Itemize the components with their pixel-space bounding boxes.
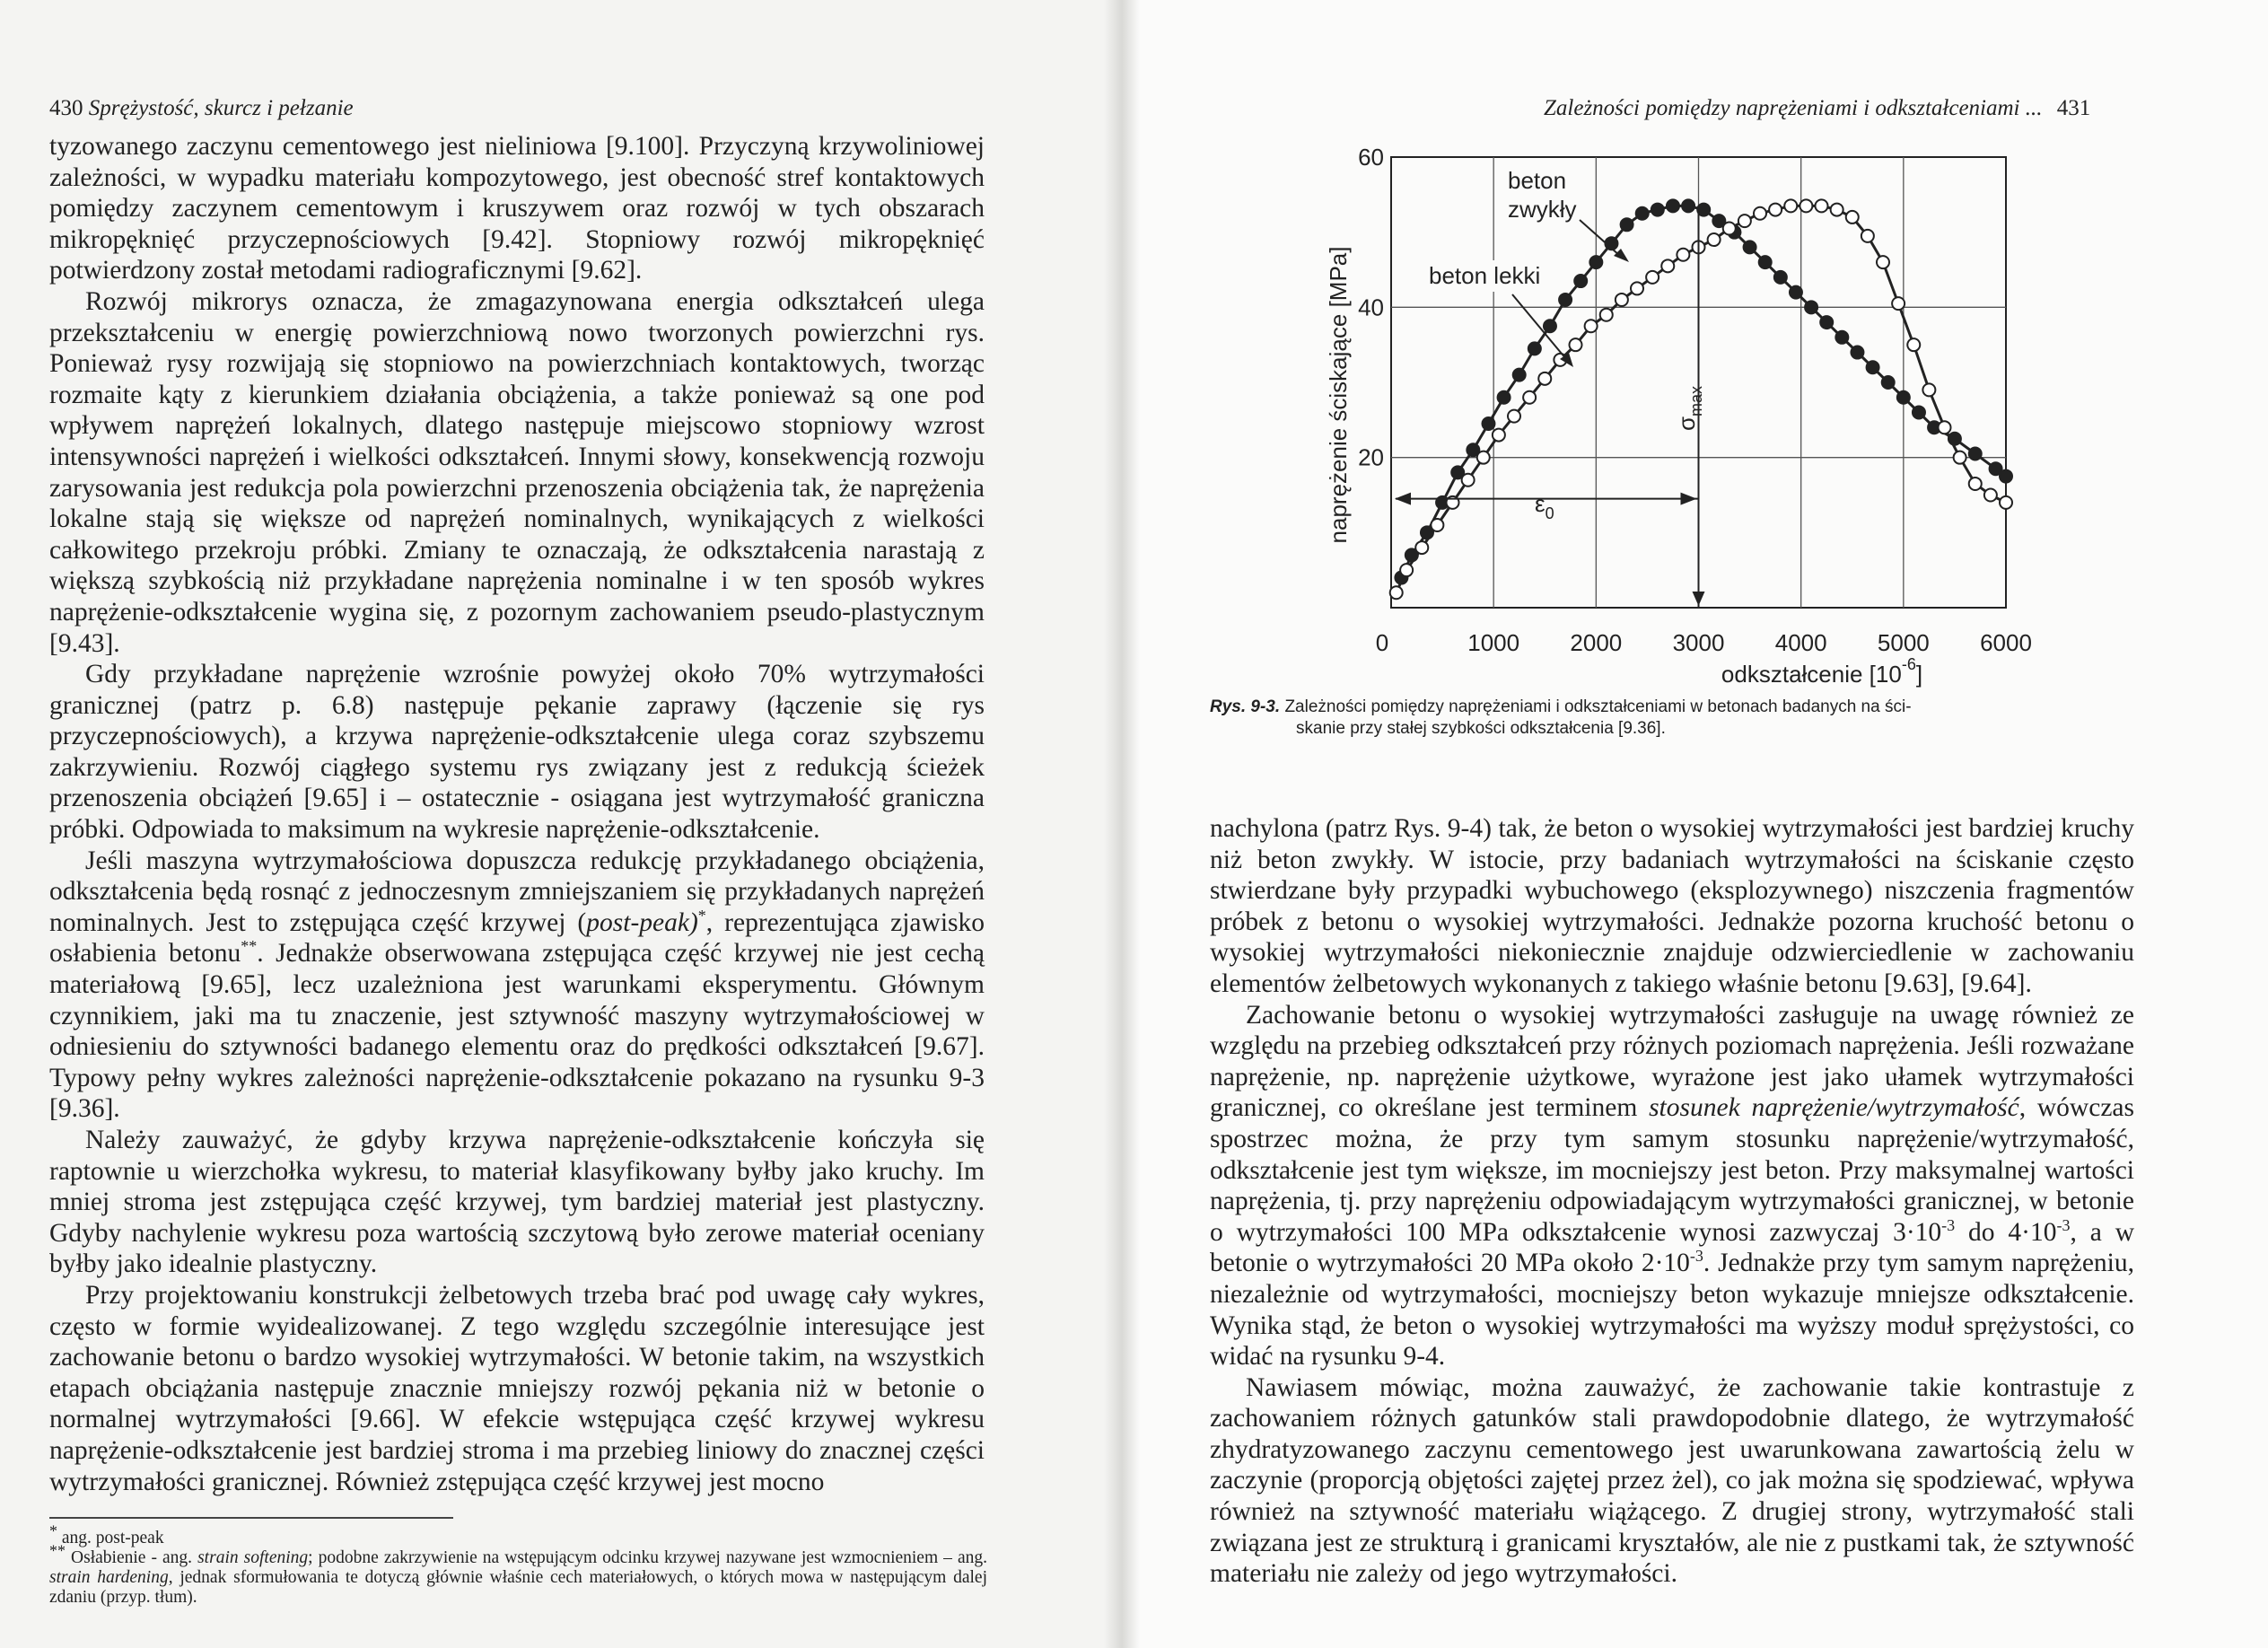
normal-point-24 bbox=[1759, 256, 1772, 268]
light-point-32 bbox=[1877, 256, 1889, 268]
footnotes bbox=[49, 1521, 987, 1608]
rp2-exp-3: -3 bbox=[1689, 1247, 1703, 1266]
footnote-2-text-b: ; podobne zakrzywienie na wstępującym odcinku krzywej nazywane jest wzmocnieniem – ang. bbox=[308, 1548, 987, 1567]
light-point-7 bbox=[1493, 429, 1505, 442]
light-point-25 bbox=[1769, 204, 1782, 216]
normal-label-arrow bbox=[1614, 249, 1629, 262]
x-axis-label bbox=[1721, 655, 1922, 688]
light-point-13 bbox=[1585, 320, 1598, 332]
light-point-14 bbox=[1600, 309, 1613, 321]
sigma-max-arrow bbox=[1693, 592, 1705, 606]
light-point-0 bbox=[1390, 586, 1403, 599]
x-tick-label-6: 6000 bbox=[1980, 629, 2032, 656]
figure-caption bbox=[1210, 697, 2134, 740]
p4-text-b: , reprezentująca zjawisko osłabienia betonu bbox=[49, 907, 985, 969]
footnote-2-text-a: Osłabienie - ang. bbox=[66, 1548, 198, 1567]
x-axis-label-main: odkształcenie [10 bbox=[1721, 661, 1902, 688]
right-running-head bbox=[1544, 96, 2090, 121]
right-page-number: 431 bbox=[2056, 96, 2091, 120]
light-point-17 bbox=[1646, 271, 1659, 284]
x-tick-label-2: 2000 bbox=[1570, 629, 1623, 656]
normal-point-12 bbox=[1574, 275, 1587, 287]
left-paragraph-4 bbox=[49, 846, 985, 1125]
y-tick-label-0: 20 bbox=[1358, 443, 1384, 471]
right-paragraph-3: Nawiasem mówiąc, można zauważyć, że zachowanie takie kontrastuje z zachowaniem różnych gatunków stali prawdopodobnie dlatego, że wytrzymałość zhydratyzowanego zaczynu cementowego jest uwarunkowana zawartością żelu w zaczynie (proporcją objętości zajętej przez żel), co jak można się spodziewać, wpływa również na sztywność materiału wiążącego. Z drugiej strony, wytrzymałość stali związana jest ze strukturą i granicami kryształów, ale nie z pustkami tak, że sztywność materiału nie zależy od jego wytrzymałości. bbox=[1210, 1372, 2134, 1589]
light-point-3 bbox=[1431, 519, 1443, 531]
footnote-1-text: ang. post-peak bbox=[57, 1529, 164, 1547]
epsilon-zero-arrow-right bbox=[1681, 493, 1697, 505]
light-point-29 bbox=[1831, 204, 1843, 216]
normal-point-9 bbox=[1528, 342, 1541, 355]
epsilon-zero-label bbox=[1535, 490, 1554, 522]
book-gutter bbox=[1104, 0, 1140, 1648]
light-point-10 bbox=[1538, 373, 1551, 385]
rp2-text-b: , wówczas spostrzec można, że przy tym samym stosunku naprężenie/wytrzymałość, odkształcenie jest tym większe, im mocniejszy jest beton. Przy maksymalnej wartości naprężenia, tj. przy naprężeniu odpowiadającym wytrzymałości granicznej, w betonie o wytrzymałości 100 MPa odkształcenie wynosi zazwyczaj 3·10 bbox=[1210, 1093, 2134, 1247]
left-paragraph-1: tyzowanego zaczynu cementowego jest nieliniowa [9.100]. Przyczyną krzywoliniowej zależności, w wypadku materiału kompozytowego, jest obecność stref kontaktowych pomiędzy zaczynem cementowym i kruszywem oraz rozwój w tych obszarach mikropęknięć przyczepnościowych [9.42]. Stopniowy rozwój mikropęknięć potwierdzony został metodami radiograficznymi [9.62]. bbox=[49, 132, 985, 285]
x-tick-label-5: 5000 bbox=[1877, 629, 1930, 656]
x-tick-label-0: 0 bbox=[1375, 629, 1389, 656]
rp2-exp-1: -3 bbox=[1941, 1215, 1956, 1234]
normal-point-17 bbox=[1651, 204, 1664, 216]
normal-point-10 bbox=[1544, 320, 1556, 332]
footnote-2 bbox=[49, 1541, 987, 1608]
caption-label: Rys. 9-3. bbox=[1210, 697, 1281, 716]
light-point-36 bbox=[1939, 421, 1951, 434]
rp2-text-d: , a w betonie o wytrzymałości 20 MPa około 2·10 bbox=[1210, 1217, 2134, 1278]
caption-second-line: skanie przy stałej szybkości odkształcenia [9.36]. bbox=[1296, 719, 1666, 738]
light-point-35 bbox=[1922, 383, 1935, 396]
rp2-exp-2: -3 bbox=[2056, 1215, 2071, 1234]
light-point-2 bbox=[1415, 541, 1428, 554]
normal-point-13 bbox=[1589, 256, 1602, 268]
normal-point-29 bbox=[1835, 331, 1848, 344]
x-tick-label-1: 1000 bbox=[1467, 629, 1520, 656]
normal-point-26 bbox=[1790, 286, 1802, 299]
normal-point-36 bbox=[1948, 433, 1961, 445]
footnote-ref-1: * bbox=[697, 907, 706, 925]
sigma-subscript: max bbox=[1687, 385, 1705, 416]
x-tick-label-3: 3000 bbox=[1672, 629, 1725, 656]
light-point-8 bbox=[1508, 410, 1520, 423]
normal-point-33 bbox=[1897, 391, 1910, 404]
normal-point-28 bbox=[1820, 316, 1833, 329]
normal-point-32 bbox=[1882, 376, 1895, 389]
normal-point-11 bbox=[1559, 294, 1572, 306]
light-point-19 bbox=[1677, 249, 1689, 261]
epsilon-zero-arrow-left bbox=[1395, 493, 1411, 505]
light-point-30 bbox=[1846, 211, 1859, 224]
light-point-5 bbox=[1462, 474, 1475, 487]
y-axis-label: naprężenie ściskające [MPa] bbox=[1325, 246, 1352, 544]
light-point-39 bbox=[1984, 489, 1997, 502]
left-header-title: Sprężystość, skurcz i pełzanie bbox=[88, 96, 354, 120]
light-point-34 bbox=[1907, 338, 1920, 351]
footnote-1-mark: * bbox=[49, 1521, 57, 1540]
normal-point-23 bbox=[1744, 241, 1756, 253]
rp2-text-c: do 4·10 bbox=[1955, 1217, 2057, 1247]
sigma-symbol: σ bbox=[1673, 416, 1700, 431]
sigma-max-label bbox=[1673, 386, 1705, 431]
normal-concrete-label-2: zwykły bbox=[1508, 196, 1577, 223]
light-point-24 bbox=[1754, 207, 1766, 220]
light-point-9 bbox=[1523, 391, 1536, 404]
footnote-rule bbox=[49, 1517, 453, 1519]
y-tick-label-2: 60 bbox=[1358, 144, 1384, 171]
left-body-text bbox=[49, 131, 985, 1497]
right-paragraph-2 bbox=[1210, 1000, 2134, 1372]
x-axis-label-bracket: ] bbox=[1915, 661, 1923, 688]
normal-point-27 bbox=[1805, 301, 1817, 313]
chart-annotations bbox=[1395, 160, 1705, 608]
normal-point-25 bbox=[1774, 271, 1787, 284]
light-point-37 bbox=[1954, 451, 1966, 464]
light-point-6 bbox=[1477, 451, 1490, 464]
left-paragraph-2: Rozwój mikrorys oznacza, że zmagazynowana energia odkształceń ulega przekształceniu w energię powierzchniową nowo tworzonych powierzchni rys. Ponieważ rysy rozwijają się stopniowo na powierzchniach kontaktowych, tworząc rozmaite kąty z kierunkiem działania obciążenia, a także ponieważ są one pod wpływem naprężeń lokalnych, dlatego następuje miejscowo stopniowy wzrost intensywności naprężeń i wielkości odkształceń. Innymi słowy, konsekwencją rozwoju zarysowania jest redukcja pola powierzchni przenoszenia obciążenia tak, że naprężenia lokalne stają się większe od naprężeń nominalnych, wynikających z wielkości całkowitego przekroju próbki. Zmiany te oznaczają, że odkształcenia narastają z większą szybkością niż przykładane naprężenia nominalne i w ten sposób wykres naprężenie-odkształcenie wygina się, z pozornym zachowaniem pseudo-plastycznym [9.43]. bbox=[49, 286, 985, 658]
left-paragraph-5: Należy zauważyć, że gdyby krzywa naprężenie-odkształcenie kończyła się raptownie u wierzchołka wykresu, to materiał klasyfikowany byłby jako kruchy. Im mniej stroma jest zstępująca część krzywej, tym bardziej materiał jest plastyczny. Gdyby nachylenie wykresu poza wartością szczytową było zerowe materiał oceniany byłby jako idealnie plastyczny. bbox=[49, 1126, 985, 1279]
footnote-2-mark: ** bbox=[49, 1541, 66, 1560]
light-point-1 bbox=[1400, 564, 1413, 576]
light-point-40 bbox=[2000, 496, 2012, 509]
left-running-head bbox=[49, 96, 354, 121]
footnote-ref-2: ** bbox=[241, 937, 258, 956]
epsilon-subscript: 0 bbox=[1545, 504, 1554, 522]
light-concrete-label: beton lekki bbox=[1429, 262, 1541, 289]
normal-point-16 bbox=[1636, 207, 1649, 220]
light-point-21 bbox=[1708, 233, 1721, 246]
x-axis-label-exponent: -6 bbox=[1901, 655, 1916, 673]
light-point-33 bbox=[1892, 297, 1905, 310]
right-body-text bbox=[1210, 813, 2134, 1590]
x-tick-labels bbox=[1376, 629, 2032, 656]
normal-point-34 bbox=[1913, 406, 1925, 418]
left-paragraph-6: Przy projektowaniu konstrukcji żelbetowych trzeba brać pod uwagę cały wykres, często w formie wyidealizowanej. Z tego względu szczególnie interesujące jest zachowanie betonu o bardzo wysokiej wytrzymałości. W betonie takim, na wszystkich etapach obciążania następuje znacznie mniejszy rozwój pękania niż w betonie o normalnej wytrzymałości [9.66]. W efekcie wstępująca część krzywej wykresu naprężenie-odkształcenie jest bardziej stroma i ma przebieg liniowy do znacznej części wytrzymałości granicznej. Również zstępująca część krzywej jest mocno bbox=[49, 1280, 985, 1496]
x-tick-label-4: 4000 bbox=[1774, 629, 1827, 656]
normal-point-18 bbox=[1667, 199, 1679, 212]
light-point-23 bbox=[1738, 215, 1751, 227]
footnote-2-italic-b: strain hardening bbox=[49, 1568, 169, 1587]
normal-point-8 bbox=[1513, 369, 1526, 381]
light-point-26 bbox=[1784, 199, 1797, 212]
left-page-number: 430 bbox=[49, 96, 83, 120]
normal-concrete-label-1: beton bbox=[1508, 167, 1567, 194]
light-point-22 bbox=[1723, 222, 1736, 234]
footnote-2-text-c: , jednak sformułowania te dotyczą głównie właśnie cech materiałowych, o których mowa w następującym dalej zdaniu (przyp. tłum). bbox=[49, 1568, 987, 1607]
normal-point-37 bbox=[1969, 447, 1982, 460]
y-tick-labels bbox=[1358, 144, 1384, 471]
normal-point-7 bbox=[1498, 391, 1511, 404]
normal-point-15 bbox=[1621, 218, 1633, 231]
stress-strain-chart bbox=[1292, 135, 2235, 691]
left-paragraph-3: Gdy przykładane naprężenie wzrośnie powyżej około 70% wytrzymałości granicznej (patrz p. 6.8) następuje pękanie zaprawy (łączenie się rys przyczepnościowych), a krzywa naprężenie-odkształcenie ulega coraz szybszemu zakrzywieniu. Rozwój ciągłego systemu rys związany jest z redukcją ścieżek przenoszenia obciążeń [9.65] i – ostatecznie - osiągana jest wytrzymałość graniczna próbki. Odpowiada to maksimum na wykresie naprężenie-odkształcenie. bbox=[49, 660, 985, 845]
light-point-31 bbox=[1861, 230, 1874, 242]
normal-point-31 bbox=[1867, 361, 1879, 373]
rp2-italic: stosunek naprężenie/wytrzymałość bbox=[1649, 1093, 2019, 1123]
p4-text-c: . Jednakże obserwowana zstępująca część krzywej nie jest cechą materiałową [9.65], lecz uzależniona jest warunkami eksperymentu. Głównym czynnikiem, jaki ma tu znaczenie, jest sztywność maszyny wytrzymałościowej w odniesieniu do sztywności badanego elementu oraz do prędkości odkształceń [9.67]. Typowy pełny wykres zależności naprężenie-odkształcenie pokazano na rysunku 9-3 [9.36]. bbox=[49, 939, 985, 1124]
light-point-16 bbox=[1631, 282, 1643, 294]
light-point-38 bbox=[1969, 478, 1982, 490]
epsilon-symbol: ε bbox=[1535, 490, 1546, 517]
rp2-text-a: Zachowanie betonu o wysokiej wytrzymałości zasługuje na uwagę również ze względu na przebieg odkształceń przy różnych poziomach naprężenia. Jeśli rozważane naprężenie, np. naprężenie użytkowe, wyrażone jest jako ułamek wytrzymałości granicznej, co określane jest terminem bbox=[1210, 1000, 2134, 1123]
rp2-text-e: . Jednakże przy tym samym naprężeniu, niezależnie od wytrzymałości, mocniejszy beton wykazuje mniejsze odkształcenie. Wynika stąd, że beton o wysokiej wytrzymałości ma wyższy moduł sprężystości, co widać na rysunku 9-4. bbox=[1210, 1249, 2134, 1372]
right-paragraph-1: nachylona (patrz Rys. 9-4) tak, że beton o wysokiej wytrzymałości jest bardziej kruchy niż beton zwykły. W istocie, przy badaniach wytrzymałości na ściskanie często stwierdzane były przypadki wybuchowego (eksplozywnego) niszczenia fragmentów próbek z betonu o wysokiej wytrzymałości. Jednakże pozorna kruchość betonu o wysokiej wytrzymałości niekoniecznie znajduje odzwierciedlenie w zachowaniu elementów żelbetowych wykonanych z takiego właśnie betonu [9.63], [9.64]. bbox=[1210, 814, 2134, 998]
p4-text-a: Jeśli maszyna wytrzymałościowa dopuszcza redukcję przykładanego obciążenia, odkształcenia będą rosnąć z jednoczesnym zmniejszaniem się przykładanych naprężeń nominalnych. Jest to zstępująca część krzywej ( bbox=[49, 846, 985, 937]
caption-first-line: Zależności pomiędzy naprężeniami i odkształceniami w betonach badanych na ści- bbox=[1284, 697, 1912, 716]
light-point-12 bbox=[1570, 338, 1582, 351]
light-point-27 bbox=[1800, 199, 1812, 212]
light-point-18 bbox=[1661, 259, 1674, 272]
light-point-28 bbox=[1816, 199, 1828, 212]
y-tick-label-1: 40 bbox=[1358, 294, 1384, 321]
normal-point-30 bbox=[1851, 346, 1863, 359]
normal-point-19 bbox=[1682, 199, 1694, 212]
footnote-1 bbox=[49, 1521, 987, 1548]
footnote-2-italic-a: strain softening bbox=[197, 1548, 309, 1567]
light-point-15 bbox=[1616, 294, 1628, 306]
normal-point-39 bbox=[2000, 470, 2012, 483]
p4-italic: post-peak) bbox=[586, 907, 698, 937]
normal-point-6 bbox=[1482, 417, 1494, 430]
right-header-title: Zależności pomiędzy naprężeniami i odkształceniami ... bbox=[1544, 96, 2043, 120]
